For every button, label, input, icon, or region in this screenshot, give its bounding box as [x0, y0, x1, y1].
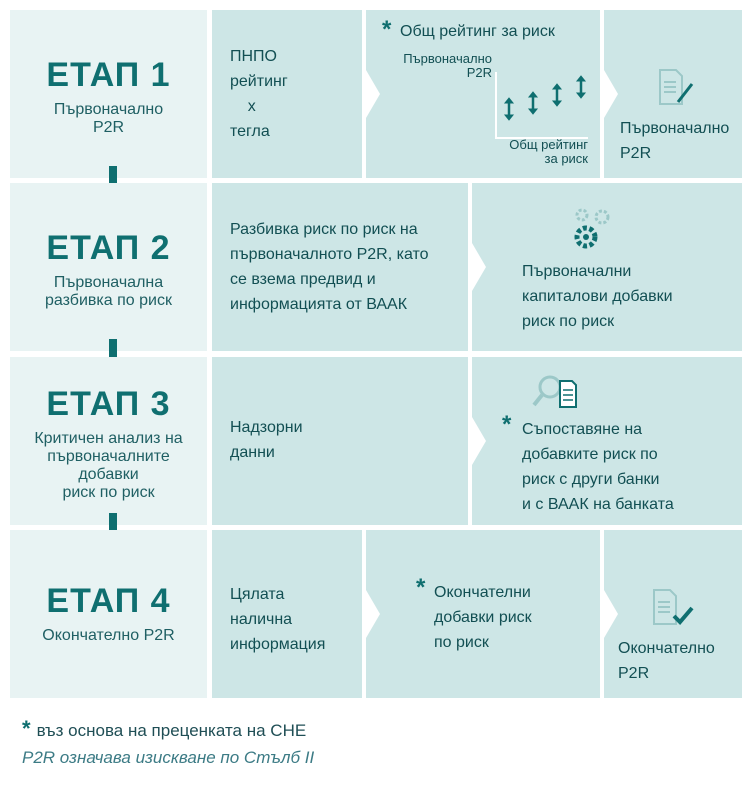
magnifier-document-icon: [532, 369, 582, 413]
stage-4-middle-cell: [366, 530, 600, 698]
gears-icon: [572, 205, 620, 251]
chevron-separator: [366, 530, 380, 698]
asterisk-icon: *: [22, 716, 31, 741]
stage-1-output-text: Първоначално P2R: [620, 120, 730, 162]
stage-3-input-text: Надзорни данни: [230, 419, 303, 461]
chart-x-label: Общ рейтинг за риск: [509, 137, 588, 166]
stage-1-input-text: ПНПО рейтинг x тегла: [230, 48, 288, 140]
document-edit-icon: [656, 68, 696, 108]
stage-1-title: ЕТАП 1: [46, 56, 171, 94]
stage-4-row: [10, 530, 742, 698]
stage-3-output-cell: [472, 357, 742, 525]
chevron-separator: [604, 10, 618, 178]
chevron-separator: [366, 10, 380, 178]
stage-4-subtitle: Окончателно P2R: [42, 627, 175, 644]
range-arrow-4-icon: [577, 76, 585, 98]
stage-1-box: [10, 10, 207, 178]
stage-1-output-cell: [604, 10, 742, 178]
stage-2-row: [10, 183, 742, 351]
chart-y-label: Първоначално P2R: [403, 51, 492, 80]
stage-3-subtitle: Критичен анализ на първоначалните добавки риск по риск: [34, 430, 183, 501]
footer-asterisk-note: [22, 716, 306, 742]
asterisk-icon: *: [416, 574, 426, 601]
chevron-separator: [472, 357, 486, 525]
stage-4-output-cell: [604, 530, 742, 698]
stage-4-middle-text: Окончателни добавки риск по риск: [434, 584, 532, 651]
stage-2-output-cell: [472, 183, 742, 351]
stage-1-chart-cell: [366, 10, 600, 178]
scatter-chart: [492, 72, 592, 142]
chevron-separator: [604, 530, 618, 698]
chevron-separator: [472, 183, 486, 351]
stage-4-output-text: Окончателно P2R: [618, 640, 715, 682]
asterisk-icon: *: [382, 16, 392, 43]
stage-2-box: [10, 183, 207, 351]
range-arrow-2-icon: [529, 92, 537, 114]
stage-3-input-cell: [212, 357, 468, 525]
stage-2-subtitle: Първоначална разбивка по риск: [45, 274, 172, 309]
range-arrow-1-icon: [505, 98, 513, 120]
stage-2-title: ЕТАП 2: [46, 229, 171, 267]
stage-2-output-text: Първоначални капиталови добавки риск по риск: [522, 263, 673, 330]
stage-4-title: ЕТАП 4: [46, 582, 171, 620]
stage-3-box: [10, 357, 207, 525]
stage-4-box: [10, 530, 207, 698]
asterisk-icon: *: [502, 411, 512, 438]
chart-title: Общ рейтинг за риск: [400, 23, 555, 40]
stage-3-output-text: Съпоставяне на добавките риск по риск с други банки и с ВААК на банката: [522, 421, 674, 513]
footer-p2r-note: P2R означава изискване по Стълб II: [22, 748, 315, 767]
range-arrow-3-icon: [553, 84, 561, 106]
stage-4-input-cell: [212, 530, 362, 698]
stage-3-row: [10, 357, 742, 525]
stage-2-input-cell: [212, 183, 468, 351]
stage-1-row: [10, 10, 742, 178]
stage-3-title: ЕТАП 3: [46, 385, 171, 423]
stage-1-subtitle: Първоначално P2R: [53, 101, 164, 136]
document-check-icon: [650, 588, 696, 628]
stage-4-input-text: Цялата налична информация: [230, 586, 326, 653]
stage-2-input-text: Разбивка риск по риск на първоначалното P2R, като се взема предвид и информацията от ВААК: [230, 221, 429, 313]
asterisk-note-text: въз основа на преценката на СНЕ: [36, 721, 307, 740]
stage-1-input-cell: [212, 10, 362, 178]
